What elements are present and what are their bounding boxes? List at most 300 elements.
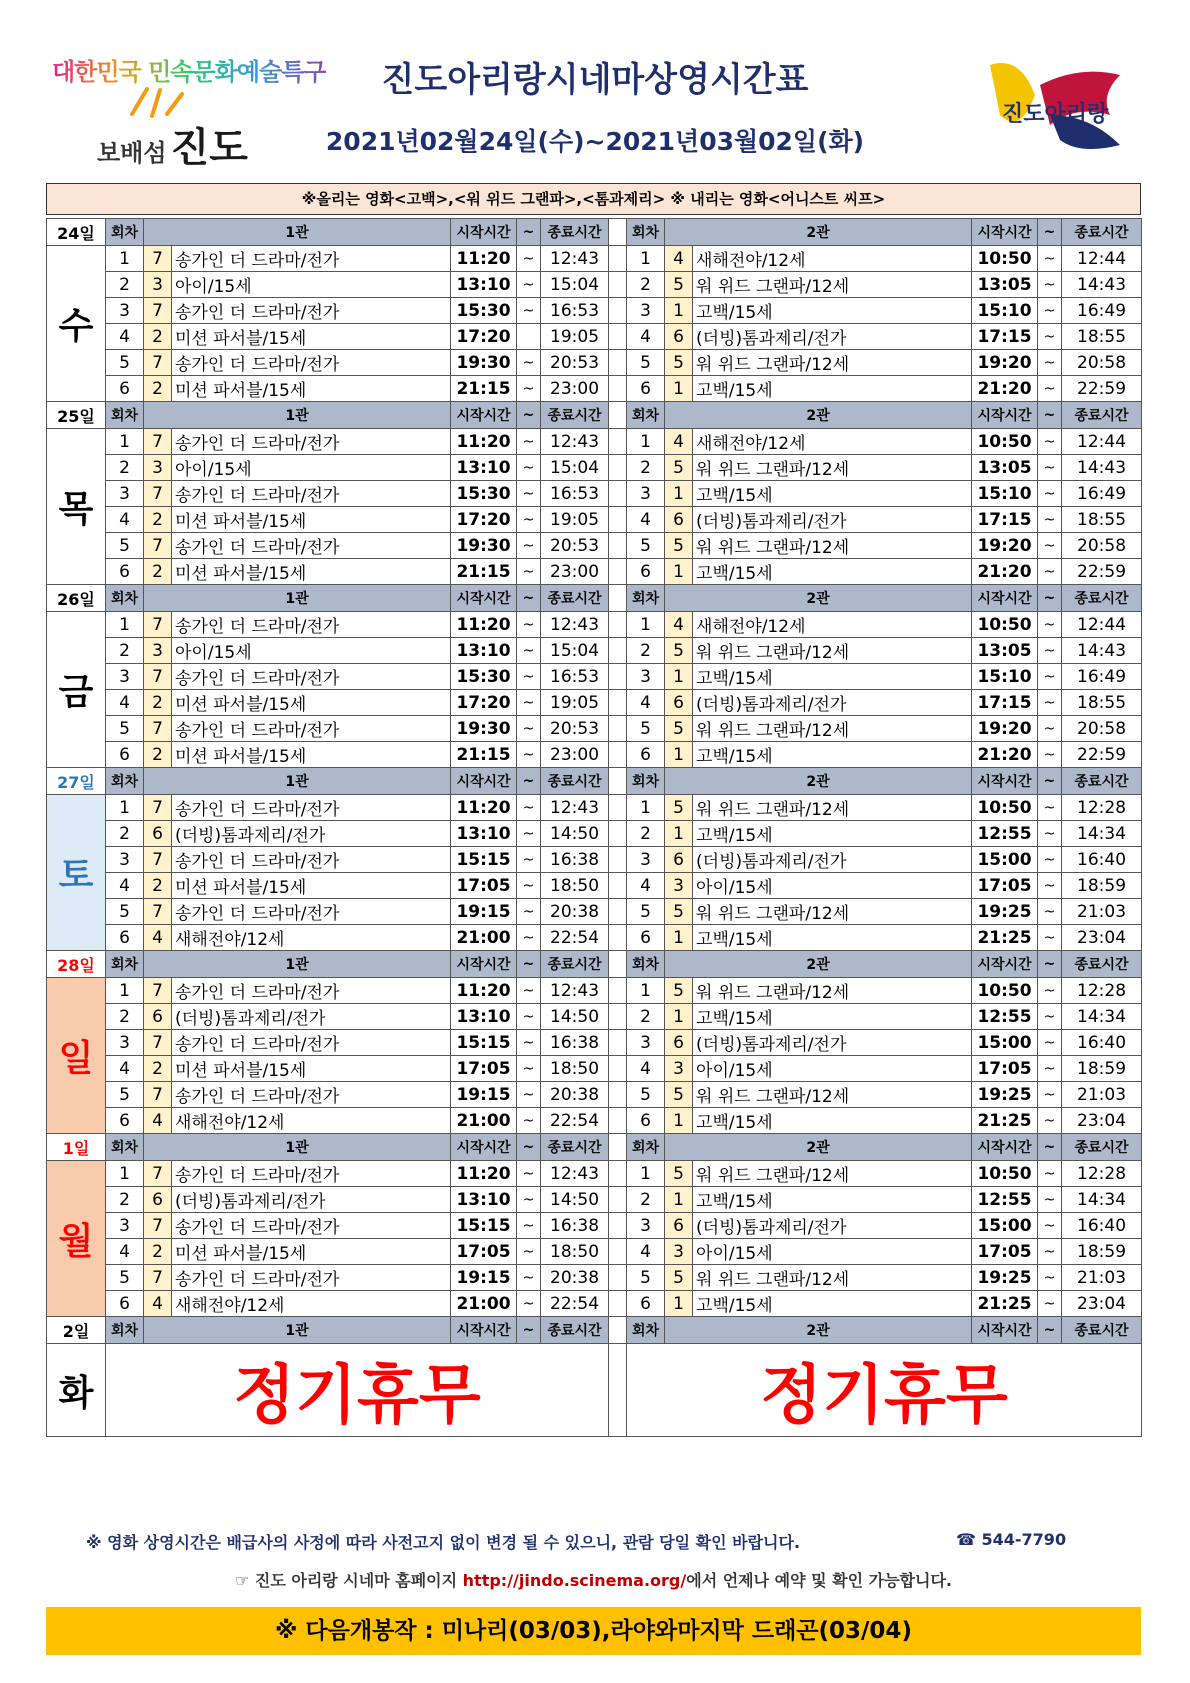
hall2-rating-cell: 6: [665, 1030, 693, 1056]
hall2-rating-cell: 1: [665, 481, 693, 507]
hall2-round-cell: 4: [627, 690, 665, 716]
hall2-round-cell: 4: [627, 1239, 665, 1265]
round-header: 회차: [627, 1317, 665, 1344]
hall1-tilde-cell: ~: [517, 298, 541, 324]
hall1-tilde-cell: ~: [517, 455, 541, 481]
showtime-row: [47, 533, 1142, 559]
hall2-tilde-cell: ~: [1038, 376, 1062, 402]
hall1-rating-cell: 7: [144, 612, 172, 638]
hall1-movie-title-cell: 미션 파서블/15세: [172, 873, 451, 899]
hall1-end-time-cell: 18:50: [541, 1239, 609, 1265]
column-gap: [609, 1291, 627, 1317]
hall1-tilde-cell: ~: [517, 716, 541, 742]
hall2-movie-title-cell: (더빙)톰과제리/전가: [693, 847, 972, 873]
hall1-movie-title-cell: 미션 파서블/15세: [172, 376, 451, 402]
hall2-round-cell: 1: [627, 429, 665, 455]
showtime-row: [47, 1004, 1142, 1030]
hall2-tilde-cell: ~: [1038, 324, 1062, 350]
page-header: [0, 0, 1190, 180]
start-header: 시작시간: [972, 768, 1038, 795]
hall2-tilde-cell: ~: [1038, 1265, 1062, 1291]
hall1-end-time-cell: 19:05: [541, 507, 609, 533]
hall1-round-cell: 1: [106, 246, 144, 272]
column-gap: [609, 821, 627, 847]
weekday-cell: 목: [47, 429, 106, 585]
hall2-end-time-cell: 14:43: [1062, 455, 1142, 481]
hall1-tilde-cell: ~: [517, 1056, 541, 1082]
hall1-header: 1관: [144, 219, 451, 246]
hall1-end-time-cell: 14:50: [541, 1187, 609, 1213]
hall2-rating-cell: 6: [665, 324, 693, 350]
hall2-start-time-cell: 17:15: [972, 324, 1038, 350]
day-date-label: 24일: [47, 219, 106, 246]
hall1-start-time-cell: 21:15: [451, 376, 517, 402]
hall1-start-time-cell: 13:10: [451, 1187, 517, 1213]
hall2-rating-cell: 5: [665, 1265, 693, 1291]
hall2-round-cell: 1: [627, 246, 665, 272]
hall2-round-cell: 3: [627, 481, 665, 507]
hall1-end-time-cell: 12:43: [541, 246, 609, 272]
hall2-rating-cell: 1: [665, 376, 693, 402]
hall1-end-time-cell: 15:04: [541, 638, 609, 664]
hall2-tilde-cell: ~: [1038, 873, 1062, 899]
tilde-header: ~: [517, 768, 541, 795]
hall1-rating-cell: 4: [144, 925, 172, 951]
hall2-start-time-cell: 15:10: [972, 298, 1038, 324]
hall1-rating-cell: 6: [144, 1187, 172, 1213]
hall2-rating-cell: 3: [665, 1056, 693, 1082]
column-gap: [609, 1108, 627, 1134]
hall2-end-time-cell: 20:58: [1062, 533, 1142, 559]
hall1-end-time-cell: 12:43: [541, 429, 609, 455]
hall1-movie-title-cell: 아이/15세: [172, 455, 451, 481]
hall1-start-time-cell: 19:15: [451, 1265, 517, 1291]
hall1-end-time-cell: 16:53: [541, 664, 609, 690]
round-header: 회차: [106, 585, 144, 612]
column-gap: [609, 298, 627, 324]
column-gap: [609, 612, 627, 638]
showtime-row: [47, 1161, 1142, 1187]
hall1-tilde-cell: ~: [517, 1108, 541, 1134]
showtime-row: [47, 664, 1142, 690]
tilde-header: ~: [1038, 768, 1062, 795]
hall1-end-time-cell: 20:38: [541, 899, 609, 925]
start-header: 시작시간: [451, 585, 517, 612]
column-gap: [609, 768, 627, 795]
hall1-tilde-cell: ~: [517, 638, 541, 664]
hall2-header: 2관: [665, 219, 972, 246]
column-gap: [609, 925, 627, 951]
hall2-tilde-cell: ~: [1038, 978, 1062, 1004]
hall1-rating-cell: 7: [144, 1082, 172, 1108]
showtime-row: [47, 612, 1142, 638]
hall2-start-time-cell: 15:10: [972, 664, 1038, 690]
hall2-start-time-cell: 17:15: [972, 690, 1038, 716]
hall2-end-time-cell: 16:49: [1062, 481, 1142, 507]
column-gap: [609, 978, 627, 1004]
hall2-end-time-cell: 12:44: [1062, 246, 1142, 272]
tilde-header: ~: [517, 585, 541, 612]
hall2-movie-title-cell: 워 위드 그랜파/12세: [693, 899, 972, 925]
hall1-tilde-cell: ~: [517, 925, 541, 951]
hall2-tilde-cell: ~: [1038, 1239, 1062, 1265]
hall2-round-cell: 1: [627, 612, 665, 638]
hall2-movie-title-cell: 고백/15세: [693, 664, 972, 690]
hall2-end-time-cell: 12:44: [1062, 429, 1142, 455]
hall1-end-time-cell: 19:05: [541, 324, 609, 350]
hall2-start-time-cell: 15:00: [972, 1213, 1038, 1239]
hall2-tilde-cell: ~: [1038, 350, 1062, 376]
homepage-link[interactable]: http://jindo.scinema.org/: [462, 1571, 687, 1590]
column-gap: [609, 690, 627, 716]
hall1-rating-cell: 7: [144, 847, 172, 873]
hall2-movie-title-cell: 아이/15세: [693, 1239, 972, 1265]
hall2-rating-cell: 1: [665, 1004, 693, 1030]
hall1-end-time-cell: 22:54: [541, 1108, 609, 1134]
column-gap: [609, 638, 627, 664]
column-gap: [609, 324, 627, 350]
hall2-rating-cell: 5: [665, 350, 693, 376]
tilde-header: ~: [517, 1134, 541, 1161]
hall2-rating-cell: 4: [665, 429, 693, 455]
hall2-end-time-cell: 16:40: [1062, 847, 1142, 873]
hall2-start-time-cell: 19:25: [972, 1265, 1038, 1291]
phone-number: ☎ 544-7790: [956, 1530, 1067, 1549]
hall1-end-time-cell: 20:53: [541, 350, 609, 376]
hall2-round-cell: 1: [627, 795, 665, 821]
hall1-rating-cell: 7: [144, 429, 172, 455]
hall1-round-cell: 2: [106, 638, 144, 664]
page-title: 진도아리랑시네마상영시간표: [381, 60, 809, 100]
hall1-movie-title-cell: 송가인 더 드라마/전가: [172, 847, 451, 873]
hall1-rating-cell: 7: [144, 481, 172, 507]
hall2-movie-title-cell: (더빙)톰과제리/전가: [693, 1030, 972, 1056]
hall2-start-time-cell: 15:00: [972, 1030, 1038, 1056]
hall1-tilde-cell: ~: [517, 350, 541, 376]
hall1-tilde-cell: ~: [517, 795, 541, 821]
hall2-end-time-cell: 18:55: [1062, 324, 1142, 350]
hall1-rating-cell: 4: [144, 1108, 172, 1134]
hall1-round-cell: 3: [106, 481, 144, 507]
hall1-round-cell: 4: [106, 873, 144, 899]
hall2-end-time-cell: 22:59: [1062, 742, 1142, 768]
hall2-round-cell: 2: [627, 1004, 665, 1030]
hall1-header: 1관: [144, 1317, 451, 1344]
hall2-movie-title-cell: 새해전야/12세: [693, 246, 972, 272]
hall1-movie-title-cell: 미션 파서블/15세: [172, 690, 451, 716]
hall1-round-cell: 5: [106, 1082, 144, 1108]
hall1-movie-title-cell: 아이/15세: [172, 272, 451, 298]
hall1-end-time-cell: 12:43: [541, 795, 609, 821]
hall2-movie-title-cell: 워 위드 그랜파/12세: [693, 533, 972, 559]
hall1-start-time-cell: 15:15: [451, 1213, 517, 1239]
hall2-movie-title-cell: 고백/15세: [693, 1108, 972, 1134]
hall2-round-cell: 5: [627, 899, 665, 925]
hall1-tilde-cell: ~: [517, 1004, 541, 1030]
hall1-movie-title-cell: 미션 파서블/15세: [172, 507, 451, 533]
showtime-row: [47, 690, 1142, 716]
hall1-tilde-cell: [517, 324, 541, 350]
hall1-rating-cell: 7: [144, 1030, 172, 1056]
hall1-movie-title-cell: 새해전야/12세: [172, 1291, 451, 1317]
hall1-rating-cell: 3: [144, 455, 172, 481]
hall2-start-time-cell: 21:25: [972, 925, 1038, 951]
hall1-tilde-cell: ~: [517, 742, 541, 768]
hall1-start-time-cell: 17:20: [451, 507, 517, 533]
tilde-header: ~: [1038, 402, 1062, 429]
hall2-movie-title-cell: 워 위드 그랜파/12세: [693, 1082, 972, 1108]
hall2-round-cell: 3: [627, 664, 665, 690]
jindo-logo: [52, 52, 326, 182]
hall1-round-cell: 5: [106, 533, 144, 559]
column-gap: [609, 272, 627, 298]
hall2-tilde-cell: ~: [1038, 1004, 1062, 1030]
hall2-rating-cell: 5: [665, 455, 693, 481]
hall1-tilde-cell: ~: [517, 847, 541, 873]
hall1-start-time-cell: 17:05: [451, 1056, 517, 1082]
hall1-end-time-cell: 23:00: [541, 742, 609, 768]
hall2-round-cell: 6: [627, 1291, 665, 1317]
day-header-row: [47, 951, 1142, 978]
day-header-row: [47, 219, 1142, 246]
weekday-cell: 수: [47, 246, 106, 402]
homepage-prefix: ☞ 진도 아리랑 시네마 홈페이지: [234, 1571, 458, 1590]
column-gap: [609, 1004, 627, 1030]
hall2-rating-cell: 1: [665, 298, 693, 324]
notice-bar: ※올리는 영화<고백>,<워 위드 그랜파>,<톰과제리> ※ 내리는 영화<어니스트 씨프>: [46, 183, 1141, 215]
hall1-start-time-cell: 15:15: [451, 1030, 517, 1056]
round-header: 회차: [106, 768, 144, 795]
hall2-end-time-cell: 16:49: [1062, 664, 1142, 690]
showtime-row: [47, 246, 1142, 272]
hall2-rating-cell: 5: [665, 795, 693, 821]
hall1-movie-title-cell: 미션 파서블/15세: [172, 324, 451, 350]
hall1-movie-title-cell: 미션 파서블/15세: [172, 1239, 451, 1265]
hall2-round-cell: 2: [627, 455, 665, 481]
hall2-tilde-cell: ~: [1038, 612, 1062, 638]
hall1-rating-cell: 2: [144, 742, 172, 768]
hall2-header: 2관: [665, 585, 972, 612]
column-gap: [609, 1344, 627, 1437]
end-header: 종료시간: [541, 768, 609, 795]
hall1-start-time-cell: 13:10: [451, 821, 517, 847]
hall1-rating-cell: 7: [144, 716, 172, 742]
hall2-header: 2관: [665, 951, 972, 978]
end-header: 종료시간: [1062, 1317, 1142, 1344]
schedule-change-note: ※ 영화 상영시간은 배급사의 사정에 따라 사전고지 없이 변경 될 수 있으니, 관람 당일 확인 바랍니다.: [86, 1533, 801, 1552]
hall1-tilde-cell: ~: [517, 612, 541, 638]
hall1-end-time-cell: 16:38: [541, 1213, 609, 1239]
hall1-start-time-cell: 11:20: [451, 978, 517, 1004]
hall2-movie-title-cell: 워 위드 그랜파/12세: [693, 638, 972, 664]
hall2-end-time-cell: 14:43: [1062, 638, 1142, 664]
showtime-row: [47, 925, 1142, 951]
hall1-rating-cell: 7: [144, 350, 172, 376]
end-header: 종료시간: [1062, 585, 1142, 612]
hall2-rating-cell: 5: [665, 1161, 693, 1187]
hall2-movie-title-cell: (더빙)톰과제리/전가: [693, 1213, 972, 1239]
hall1-movie-title-cell: 송가인 더 드라마/전가: [172, 1082, 451, 1108]
hall1-end-time-cell: 12:43: [541, 612, 609, 638]
hall2-end-time-cell: 23:04: [1062, 1108, 1142, 1134]
hall2-start-time-cell: 10:50: [972, 612, 1038, 638]
hall2-rating-cell: 1: [665, 925, 693, 951]
hall1-round-cell: 2: [106, 455, 144, 481]
hall2-round-cell: 4: [627, 324, 665, 350]
hall2-header: 2관: [665, 402, 972, 429]
hall2-tilde-cell: ~: [1038, 925, 1062, 951]
hall1-end-time-cell: 20:38: [541, 1265, 609, 1291]
hall2-rating-cell: 1: [665, 1108, 693, 1134]
hall1-tilde-cell: ~: [517, 899, 541, 925]
hall1-header: 1관: [144, 1134, 451, 1161]
hall1-tilde-cell: ~: [517, 533, 541, 559]
hall1-round-cell: 6: [106, 925, 144, 951]
hall1-round-cell: 1: [106, 795, 144, 821]
hall2-tilde-cell: ~: [1038, 559, 1062, 585]
hall1-start-time-cell: 19:30: [451, 533, 517, 559]
hall1-tilde-cell: ~: [517, 978, 541, 1004]
hall2-tilde-cell: ~: [1038, 742, 1062, 768]
column-gap: [609, 795, 627, 821]
hall2-tilde-cell: ~: [1038, 481, 1062, 507]
hall2-tilde-cell: ~: [1038, 429, 1062, 455]
hall2-end-time-cell: 18:55: [1062, 690, 1142, 716]
hall2-round-cell: 1: [627, 1161, 665, 1187]
showtime-row: [47, 847, 1142, 873]
hall1-round-cell: 3: [106, 664, 144, 690]
hall2-rating-cell: 5: [665, 978, 693, 1004]
column-gap: [609, 1082, 627, 1108]
day-date-label: 1일: [47, 1134, 106, 1161]
showtime-row: [47, 559, 1142, 585]
tilde-header: ~: [1038, 219, 1062, 246]
tilde-header: ~: [1038, 585, 1062, 612]
schedule-table: [46, 218, 1142, 1437]
hall1-header: 1관: [144, 585, 451, 612]
hall2-rating-cell: 1: [665, 742, 693, 768]
hall1-rating-cell: 2: [144, 559, 172, 585]
hall2-movie-title-cell: 고백/15세: [693, 1187, 972, 1213]
hall2-movie-title-cell: 고백/15세: [693, 925, 972, 951]
hall2-rating-cell: 3: [665, 1239, 693, 1265]
hall2-tilde-cell: ~: [1038, 533, 1062, 559]
hall2-tilde-cell: ~: [1038, 716, 1062, 742]
round-header: 회차: [106, 402, 144, 429]
hall1-end-time-cell: 20:53: [541, 533, 609, 559]
hall2-movie-title-cell: 워 위드 그랜파/12세: [693, 716, 972, 742]
hall2-end-time-cell: 21:03: [1062, 899, 1142, 925]
day-header-row: [47, 402, 1142, 429]
hall2-round-cell: 2: [627, 272, 665, 298]
hall2-start-time-cell: 10:50: [972, 429, 1038, 455]
hall1-tilde-cell: ~: [517, 376, 541, 402]
round-header: 회차: [106, 951, 144, 978]
hall1-movie-title-cell: 송가인 더 드라마/전가: [172, 429, 451, 455]
hall2-start-time-cell: 19:25: [972, 1082, 1038, 1108]
hall1-round-cell: 4: [106, 324, 144, 350]
tilde-header: ~: [1038, 951, 1062, 978]
hall2-tilde-cell: ~: [1038, 1056, 1062, 1082]
hall2-start-time-cell: 10:50: [972, 978, 1038, 1004]
hall2-round-cell: 6: [627, 925, 665, 951]
end-header: 종료시간: [541, 402, 609, 429]
hall1-movie-title-cell: 송가인 더 드라마/전가: [172, 664, 451, 690]
hall1-end-time-cell: 12:43: [541, 1161, 609, 1187]
hall1-start-time-cell: 11:20: [451, 246, 517, 272]
end-header: 종료시간: [1062, 219, 1142, 246]
hall1-movie-title-cell: 송가인 더 드라마/전가: [172, 298, 451, 324]
hall2-round-cell: 5: [627, 1265, 665, 1291]
cinema-logo-text: 진도아리랑: [1002, 102, 1109, 127]
hall1-end-time-cell: 18:50: [541, 873, 609, 899]
hall2-start-time-cell: 19:20: [972, 533, 1038, 559]
day-date-label: 2일: [47, 1317, 106, 1344]
tilde-header: ~: [517, 951, 541, 978]
start-header: 시작시간: [972, 219, 1038, 246]
start-header: 시작시간: [972, 402, 1038, 429]
hall1-movie-title-cell: 송가인 더 드라마/전가: [172, 1265, 451, 1291]
hall1-movie-title-cell: 미션 파서블/15세: [172, 1056, 451, 1082]
column-gap: [609, 455, 627, 481]
hall2-movie-title-cell: 워 위드 그랜파/12세: [693, 1161, 972, 1187]
hall2-tilde-cell: ~: [1038, 1213, 1062, 1239]
hall2-start-time-cell: 21:20: [972, 376, 1038, 402]
hall1-rating-cell: 4: [144, 1291, 172, 1317]
hall1-tilde-cell: ~: [517, 1030, 541, 1056]
hall1-tilde-cell: ~: [517, 664, 541, 690]
showtime-row: [47, 716, 1142, 742]
day-header-row: [47, 1317, 1142, 1344]
next-release-bar: ※ 다음개봉작 : 미나리(03/03),라야와마지막 드래곤(03/04): [46, 1607, 1141, 1655]
column-gap: [609, 350, 627, 376]
column-gap: [609, 533, 627, 559]
hall2-movie-title-cell: 고백/15세: [693, 1291, 972, 1317]
hall2-end-time-cell: 12:28: [1062, 1161, 1142, 1187]
column-gap: [609, 951, 627, 978]
hall1-movie-title-cell: 송가인 더 드라마/전가: [172, 978, 451, 1004]
hall1-end-time-cell: 14:50: [541, 821, 609, 847]
hall1-movie-title-cell: 송가인 더 드라마/전가: [172, 1213, 451, 1239]
hall2-tilde-cell: ~: [1038, 1030, 1062, 1056]
round-header: 회차: [627, 951, 665, 978]
day-header-row: [47, 585, 1142, 612]
hall1-movie-title-cell: (더빙)톰과제리/전가: [172, 1187, 451, 1213]
tilde-header: ~: [517, 1317, 541, 1344]
hall2-tilde-cell: ~: [1038, 1082, 1062, 1108]
hall1-movie-title-cell: (더빙)톰과제리/전가: [172, 1004, 451, 1030]
showtime-row: [47, 1291, 1142, 1317]
column-gap: [609, 1239, 627, 1265]
hall1-header: 1관: [144, 768, 451, 795]
hall1-start-time-cell: 11:20: [451, 1161, 517, 1187]
hall2-start-time-cell: 15:00: [972, 847, 1038, 873]
hall2-movie-title-cell: 워 위드 그랜파/12세: [693, 795, 972, 821]
end-header: 종료시간: [541, 1134, 609, 1161]
hall2-rating-cell: 1: [665, 1187, 693, 1213]
hall1-end-time-cell: 15:04: [541, 272, 609, 298]
hall1-round-cell: 5: [106, 716, 144, 742]
hall2-end-time-cell: 12:28: [1062, 795, 1142, 821]
hall2-tilde-cell: ~: [1038, 246, 1062, 272]
hall2-movie-title-cell: 새해전야/12세: [693, 612, 972, 638]
hall1-movie-title-cell: 미션 파서블/15세: [172, 559, 451, 585]
hall2-round-cell: 5: [627, 533, 665, 559]
hall2-end-time-cell: 18:55: [1062, 507, 1142, 533]
hall2-tilde-cell: ~: [1038, 507, 1062, 533]
column-gap: [609, 429, 627, 455]
day-header-row: [47, 768, 1142, 795]
